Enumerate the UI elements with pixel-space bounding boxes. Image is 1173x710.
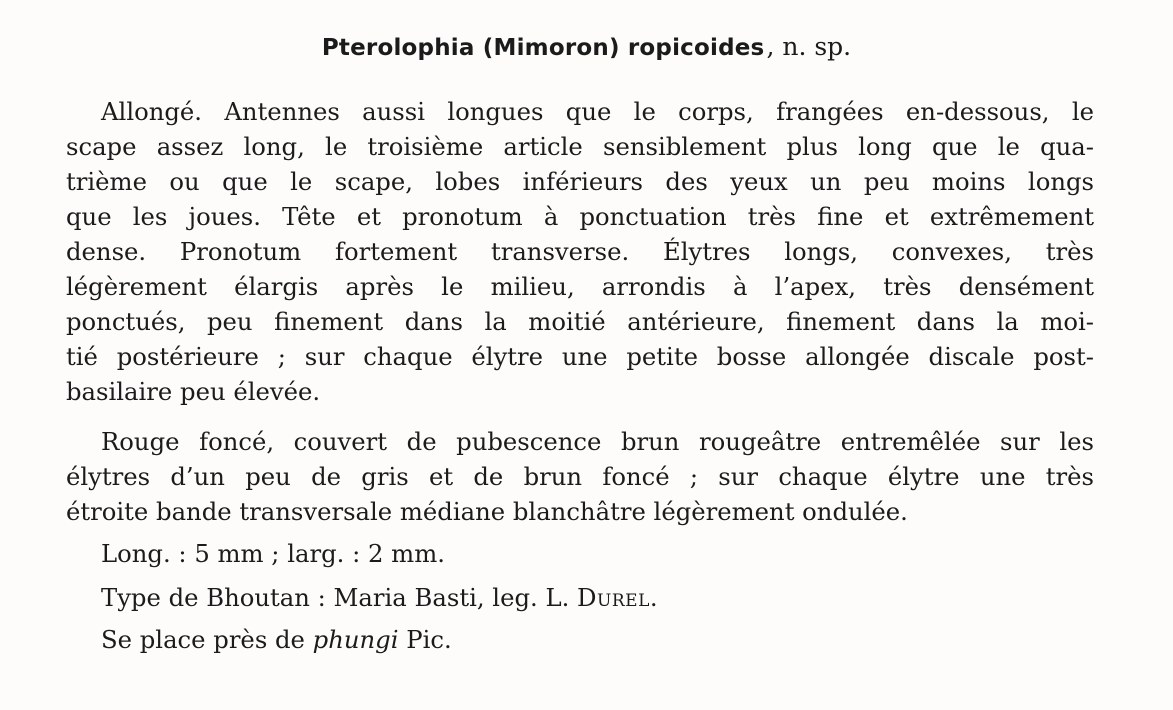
description-paragraph (66, 94, 1094, 409)
type-locality-text: Type de Bhoutan : Maria Basti, leg. L. (101, 583, 578, 612)
text-line: légèrement élargis après le milieu, arrondis à l’apex, très densément (66, 272, 1094, 301)
text-line: élytres d’un peu de gris et de brun foncé ; sur chaque élytre une très (66, 462, 1094, 491)
text-line: que les joues. Tête et pronotum à ponctuation très fine et extrêmement (66, 202, 1094, 231)
text-line: basilaire peu élevée. (66, 377, 321, 406)
placement-author: Pic. (398, 625, 452, 654)
species-name: Pterolophia (Mimoron) ropicoides (321, 35, 765, 61)
text-line: étroite bande transversale médiane blanchâtre légèrement ondulée. (66, 497, 908, 526)
placement-text: Se place près de (101, 625, 313, 654)
text-line: trième ou que le scape, lobes inférieurs des yeux un peu moins longs (66, 167, 1094, 196)
text-line: ponctués, peu finement dans la moitié antérieure, finement dans la moi- (66, 307, 1094, 336)
type-locality-end: . (649, 583, 658, 612)
text-line: scape assez long, le troisième article sensiblement plus long que le qua- (66, 132, 1094, 161)
text-line: Allongé. Antennes aussi longues que le corps, frangées en-dessous, le (101, 97, 1094, 126)
species-status: , n. sp. (766, 32, 852, 61)
related-species: phungi (312, 625, 399, 654)
text-line: Rouge foncé, couvert de pubescence brun rougeâtre entremêlée sur les (101, 427, 1094, 456)
text-line: tié postérieure ; sur chaque élytre une petite bosse allongée discale post- (66, 342, 1094, 371)
collector-name: Durel (577, 583, 650, 612)
measurements-line: Long. : 5 mm ; larg. : 2 mm. (101, 539, 445, 568)
text-line: dense. Pronotum fortement transverse. Élytres longs, convexes, très (66, 237, 1094, 266)
type-locality-line (101, 580, 658, 615)
species-title (0, 30, 1173, 65)
coloration-paragraph (66, 424, 1094, 529)
placement-line (101, 622, 452, 657)
